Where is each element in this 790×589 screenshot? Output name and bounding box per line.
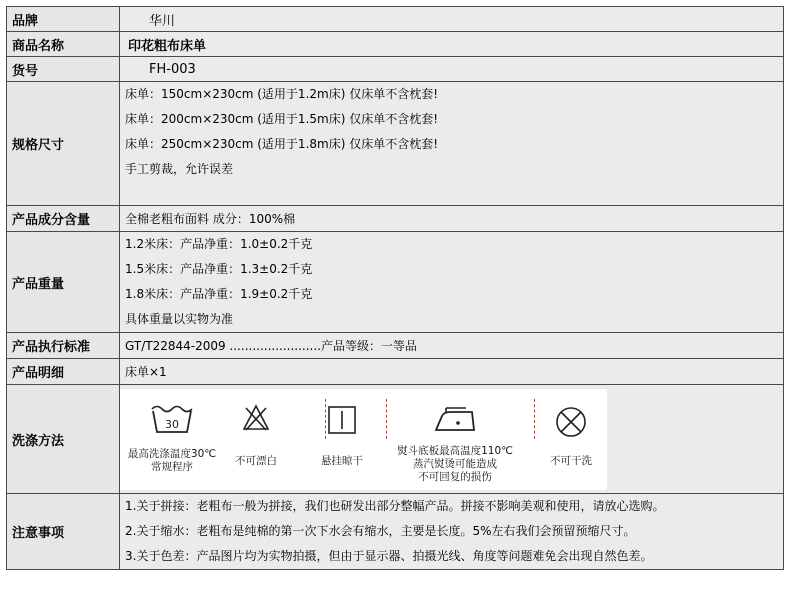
weight-line: 1.5米床：产品净重：1.3±0.2千克	[125, 262, 313, 276]
care-caption: 不可漂白	[235, 455, 277, 467]
care-symbol-bleach	[220, 389, 292, 490]
care-symbol-dry	[304, 389, 380, 490]
label-weight: 产品重量	[7, 232, 120, 333]
row-brand	[7, 7, 784, 32]
row-size	[7, 82, 784, 206]
label-standard: 产品执行标准	[7, 333, 120, 359]
code-value: FH-003	[149, 61, 196, 77]
value-detail: 床单×1	[120, 359, 784, 385]
care-caption: 悬挂晾干	[321, 455, 363, 467]
value-brand	[120, 7, 784, 32]
product-name-value: 印花粗布床单	[128, 38, 207, 54]
row-detail	[7, 359, 784, 385]
iron-icon	[432, 404, 478, 440]
care-symbol-iron	[390, 389, 520, 490]
no-tumble-dry-icon	[554, 405, 588, 443]
row-weight	[7, 232, 784, 333]
row-code	[7, 57, 784, 82]
care-label-panel	[120, 389, 607, 490]
label-detail: 产品明细	[7, 359, 120, 385]
value-name	[120, 32, 784, 57]
note-line: 3.关于色差：产品图片均为实物拍摄，但由于显示器、拍摄光线、角度等问题难免会出现自然色差。	[125, 549, 653, 563]
row-name	[7, 32, 784, 57]
label-name: 商品名称	[7, 32, 120, 57]
size-line: 手工剪裁，允许误差	[125, 162, 234, 176]
size-line: 床单：200cm×230cm (适用于1.5m床) 仅床单不含枕套!	[125, 112, 439, 126]
wash-temp-text: 30	[165, 418, 179, 431]
note-line: 1.关于拼接：老粗布一般为拼接，我们也研发出部分整幅产品。拼接不影响美观和使用，请放心选购。	[125, 499, 665, 513]
separator	[534, 399, 535, 439]
value-wash	[120, 385, 784, 494]
label-wash: 洗涤方法	[7, 385, 120, 494]
weight-line: 具体重量以实物为准	[125, 312, 234, 326]
row-material	[7, 206, 784, 232]
weight-line: 1.2米床：产品净重：1.0±0.2千克	[125, 237, 313, 251]
note-line: 2.关于缩水：老粗布是纯棉的第一次下水会有缩水，主要是长度。5%左右我们会预留预缩尺寸。	[125, 524, 636, 538]
care-caption: 最高洗涤温度30℃	[127, 448, 217, 460]
value-size	[120, 82, 784, 206]
separator	[386, 399, 387, 439]
label-brand: 品牌	[7, 7, 120, 32]
value-notes	[120, 494, 784, 570]
label-size: 规格尺寸	[7, 82, 120, 206]
row-standard	[7, 333, 784, 359]
care-symbol-wash	[122, 389, 222, 490]
care-caption: 不可干洗	[550, 455, 592, 467]
label-notes: 注意事项	[7, 494, 120, 570]
value-weight	[120, 232, 784, 333]
no-bleach-icon	[241, 403, 271, 437]
care-caption: 常规程序	[151, 461, 193, 473]
value-standard: GT/T22844-2009 ........................产品等级：一等品	[120, 333, 784, 359]
row-notes	[7, 494, 784, 570]
care-caption: 蒸汽熨烫可能造成	[413, 458, 497, 470]
value-material: 全棉老粗布面料 成分：100%棉	[120, 206, 784, 232]
row-wash	[7, 385, 784, 494]
care-caption: 不可回复的损伤	[418, 471, 492, 483]
wash-tub-30-icon	[149, 401, 195, 439]
care-symbol-tumble	[536, 389, 606, 490]
value-code	[120, 57, 784, 82]
weight-line: 1.8米床：产品净重：1.9±0.2千克	[125, 287, 313, 301]
size-line: 床单：250cm×230cm (适用于1.8m床) 仅床单不含枕套!	[125, 137, 439, 151]
care-caption: 熨斗底板最高温度110℃	[397, 445, 513, 457]
label-material: 产品成分含量	[7, 206, 120, 232]
label-code: 货号	[7, 57, 120, 82]
wash-symbols	[120, 385, 783, 493]
line-dry-icon	[326, 405, 358, 439]
size-line: 床单：150cm×230cm (适用于1.2m床) 仅床单不含枕套!	[125, 87, 439, 101]
brand-value: 华川	[149, 13, 176, 29]
spec-table	[6, 6, 784, 570]
